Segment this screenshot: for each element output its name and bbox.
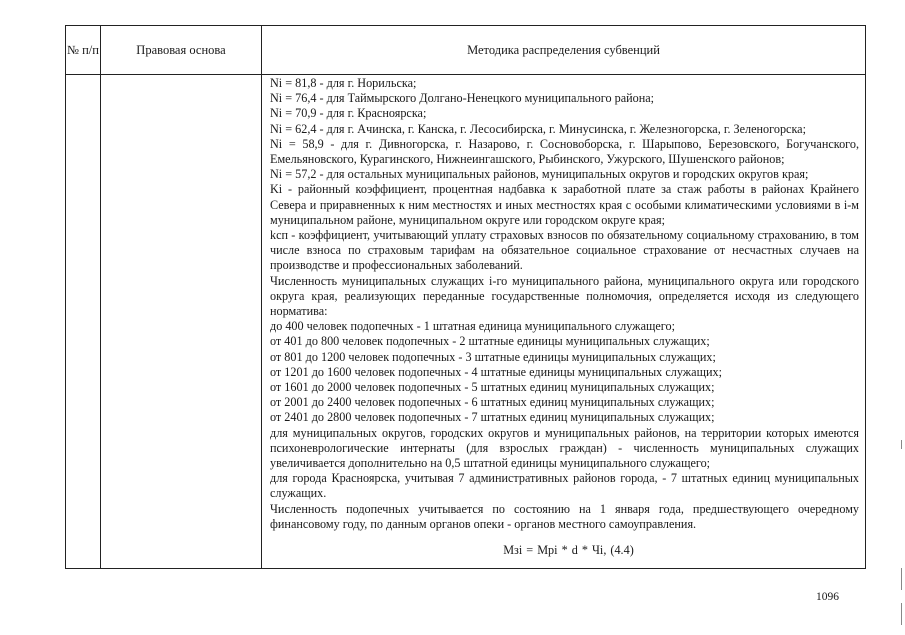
paragraph: Ni = 58,9 - для г. Дивногорска, г. Назарово, г. Сосновоборска, г. Шарыпово, Березовского, Богучанского, Емельяновского, Курагинского, Нижнеингашского, Рыбинского, Ужурского, Шушенского районов; (270, 136, 859, 167)
paragraph: до 400 человек подопечных - 1 штатная единица муниципального служащего; (270, 319, 675, 334)
header-number: № п/п (67, 42, 99, 57)
column-divider (261, 26, 262, 568)
paragraph: Численность муниципальных служащих i-го муниципального района, муниципального округа или городского округа края, реализующих переданные государственные полномочия, определяется исходя из следующего норматива: (270, 273, 859, 319)
paragraph: от 401 до 800 человек подопечных - 2 штатные единицы муниципальных служащих; (270, 334, 710, 349)
paragraph: Численность подопечных учитывается по состоянию на 1 января года, предшествующего очередному финансовому году, по данным органов опеки - органов местного самоуправления. (270, 501, 859, 531)
paragraph: от 2001 до 2400 человек подопечных - 6 штатных единиц муниципальных служащих; (270, 395, 715, 410)
header-legal-basis: Правовая основа (136, 42, 226, 57)
header-divider (66, 74, 865, 75)
paragraph: Ni = 62,4 - для г. Ачинска, г. Канска, г. Лесосибирска, г. Минусинска, г. Железногорска, г. Зеленогорска; (270, 121, 806, 136)
column-divider (100, 26, 101, 568)
paragraph: от 2401 до 2800 человек подопечных - 7 штатных единиц муниципальных служащих; (270, 410, 715, 425)
paragraph: для города Красноярска, учитывая 7 административных районов города, - 7 штатных единиц муниципальных служащих. (270, 471, 859, 501)
header-methodology: Методика распределения субвенций (467, 42, 660, 57)
scan-artifact (901, 568, 902, 590)
methodology-text (270, 76, 859, 558)
paragraph: для муниципальных округов, городских округов и муниципальных районов, на территории которых имеются психоневрологические интернаты (для взрослых граждан) - численность муниципальных служащих увеличивается дополнительно на 0,5 штатной единицы муниципального служащего; (270, 425, 859, 471)
paragraph: Ni = 81,8 - для г. Норильска; (270, 76, 417, 90)
paragraph: Ni = 70,9 - для г. Красноярска; (270, 106, 427, 121)
page-number: 1096 (816, 591, 839, 603)
subsidy-methodology-table (65, 25, 866, 569)
formula: Мзi = Мрi * d * Чi, (4.4) (503, 543, 634, 558)
paragraph: Ni = 57,2 - для остальных муниципальных районов, муниципальных округов и городских округов края; (270, 167, 809, 182)
paragraph: от 1201 до 1600 человек подопечных - 4 штатные единицы муниципальных служащих; (270, 364, 722, 379)
paragraph: Ki - районный коэффициент, процентная надбавка к заработной плате за стаж работы в районах Крайнего Севера и приравненных к ним местностях и иных местностях края с особыми климатическими условиями в i-м муниципальном районе, муниципальном округе или городском округе края; (270, 182, 859, 227)
scan-artifact (901, 440, 902, 449)
paragraph: Ni = 76,4 - для Таймырского Долгано-Ненецкого муниципального района; (270, 91, 655, 106)
paragraph: kсп - коэффициент, учитывающий уплату страховых взносов по обязательному социальному страхованию, в том числе взноса по страховым тарифам на обязательное социальное страхование от несчастных случаев на производстве и профессиональных заболеваний. (270, 228, 859, 273)
paragraph: от 801 до 1200 человек подопечных - 3 штатные единицы муниципальных служащих; (270, 349, 716, 364)
paragraph: от 1601 до 2000 человек подопечных - 5 штатных единиц муниципальных служащих; (270, 380, 715, 395)
scan-artifact (901, 603, 902, 625)
